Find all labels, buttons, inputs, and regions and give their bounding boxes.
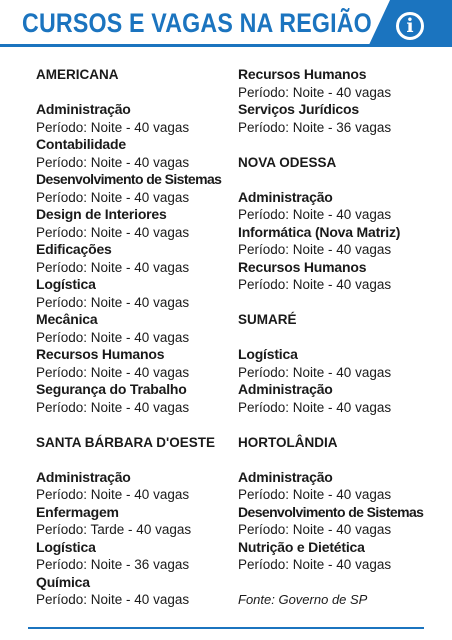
course-name: Nutrição e Dietética — [238, 538, 365, 555]
course-name: Mecânica — [36, 311, 98, 327]
course-period: Período: Tarde - 40 vagas — [36, 522, 192, 537]
course-name: Segurança do Trabalho — [36, 381, 187, 397]
course-period: Período: Noite - 40 vagas — [36, 259, 190, 275]
source-credit: Fonte: Governo de SP — [238, 592, 368, 607]
course-name: Serviços Jurídicos — [238, 101, 359, 117]
course-name: Logística — [238, 346, 298, 362]
course-period: Período: Noite - 40 vagas — [36, 154, 190, 170]
page-title: CURSOS E VAGAS NA REGIÃO — [22, 8, 372, 38]
page-header — [0, 0, 452, 58]
course-name: Contabilidade — [36, 136, 126, 152]
footer-divider — [28, 627, 424, 629]
course-name: Enfermagem — [36, 503, 119, 520]
city-heading-sumare: SUMARÉ — [238, 312, 297, 327]
course-name: Administração — [238, 188, 333, 205]
course-name: Desenvolvimento de Sistemas — [36, 171, 222, 187]
course-period: Período: Noite - 40 vagas — [36, 399, 190, 415]
course-period: Período: Noite - 40 vagas — [238, 242, 392, 257]
course-period: Período: Noite - 36 vagas — [238, 119, 392, 135]
course-period: Período: Noite - 36 vagas — [36, 557, 190, 572]
course-name: Desenvolvimento de Sistemas — [238, 503, 424, 520]
course-period: Período: Noite - 40 vagas — [238, 557, 392, 572]
course-period: Período: Noite - 40 vagas — [238, 399, 392, 415]
course-name: Recursos Humanos — [238, 258, 367, 275]
course-period: Período: Noite - 40 vagas — [36, 119, 190, 135]
left-column — [36, 66, 232, 609]
course-name: Edificações — [36, 241, 112, 257]
course-name: Recursos Humanos — [238, 66, 367, 82]
course-name: Administração — [36, 101, 131, 117]
course-period: Período: Noite - 40 vagas — [36, 224, 190, 240]
course-name: Química — [36, 573, 90, 590]
course-period: Período: Noite - 40 vagas — [238, 84, 392, 100]
course-name: Design de Interiores — [36, 206, 167, 222]
course-period: Período: Noite - 40 vagas — [36, 592, 190, 607]
city-heading-santa-barbara: SANTA BÁRBARA D'OESTE — [36, 434, 215, 450]
course-name: Administração — [238, 381, 333, 397]
course-name: Logística — [36, 538, 96, 555]
header-divider — [0, 44, 390, 47]
city-heading-nova-odessa: NOVA ODESSA — [238, 154, 337, 170]
course-period: Período: Noite - 40 vagas — [238, 522, 392, 537]
course-name: Recursos Humanos — [36, 346, 165, 362]
info-icon[interactable]: i — [396, 12, 424, 40]
course-period: Período: Noite - 40 vagas — [36, 294, 190, 310]
course-name: Administração — [36, 468, 131, 485]
course-period: Período: Noite - 40 vagas — [238, 364, 392, 380]
course-period: Período: Noite - 40 vagas — [238, 277, 392, 292]
course-period: Período: Noite - 40 vagas — [238, 487, 392, 502]
course-period: Período: Noite - 40 vagas — [36, 364, 190, 380]
course-period: Período: Noite - 40 vagas — [36, 487, 190, 502]
course-name: Informática (Nova Matriz) — [238, 223, 401, 240]
course-period: Período: Noite - 40 vagas — [238, 207, 392, 222]
course-period: Período: Noite - 40 vagas — [36, 189, 190, 205]
course-name: Logística — [36, 276, 96, 292]
right-column — [238, 66, 438, 609]
course-period: Período: Noite - 40 vagas — [36, 329, 190, 345]
city-heading-americana: AMERICANA — [36, 67, 119, 82]
course-name: Administração — [238, 468, 333, 485]
city-heading-hortolandia: HORTOLÂNDIA — [238, 434, 338, 450]
